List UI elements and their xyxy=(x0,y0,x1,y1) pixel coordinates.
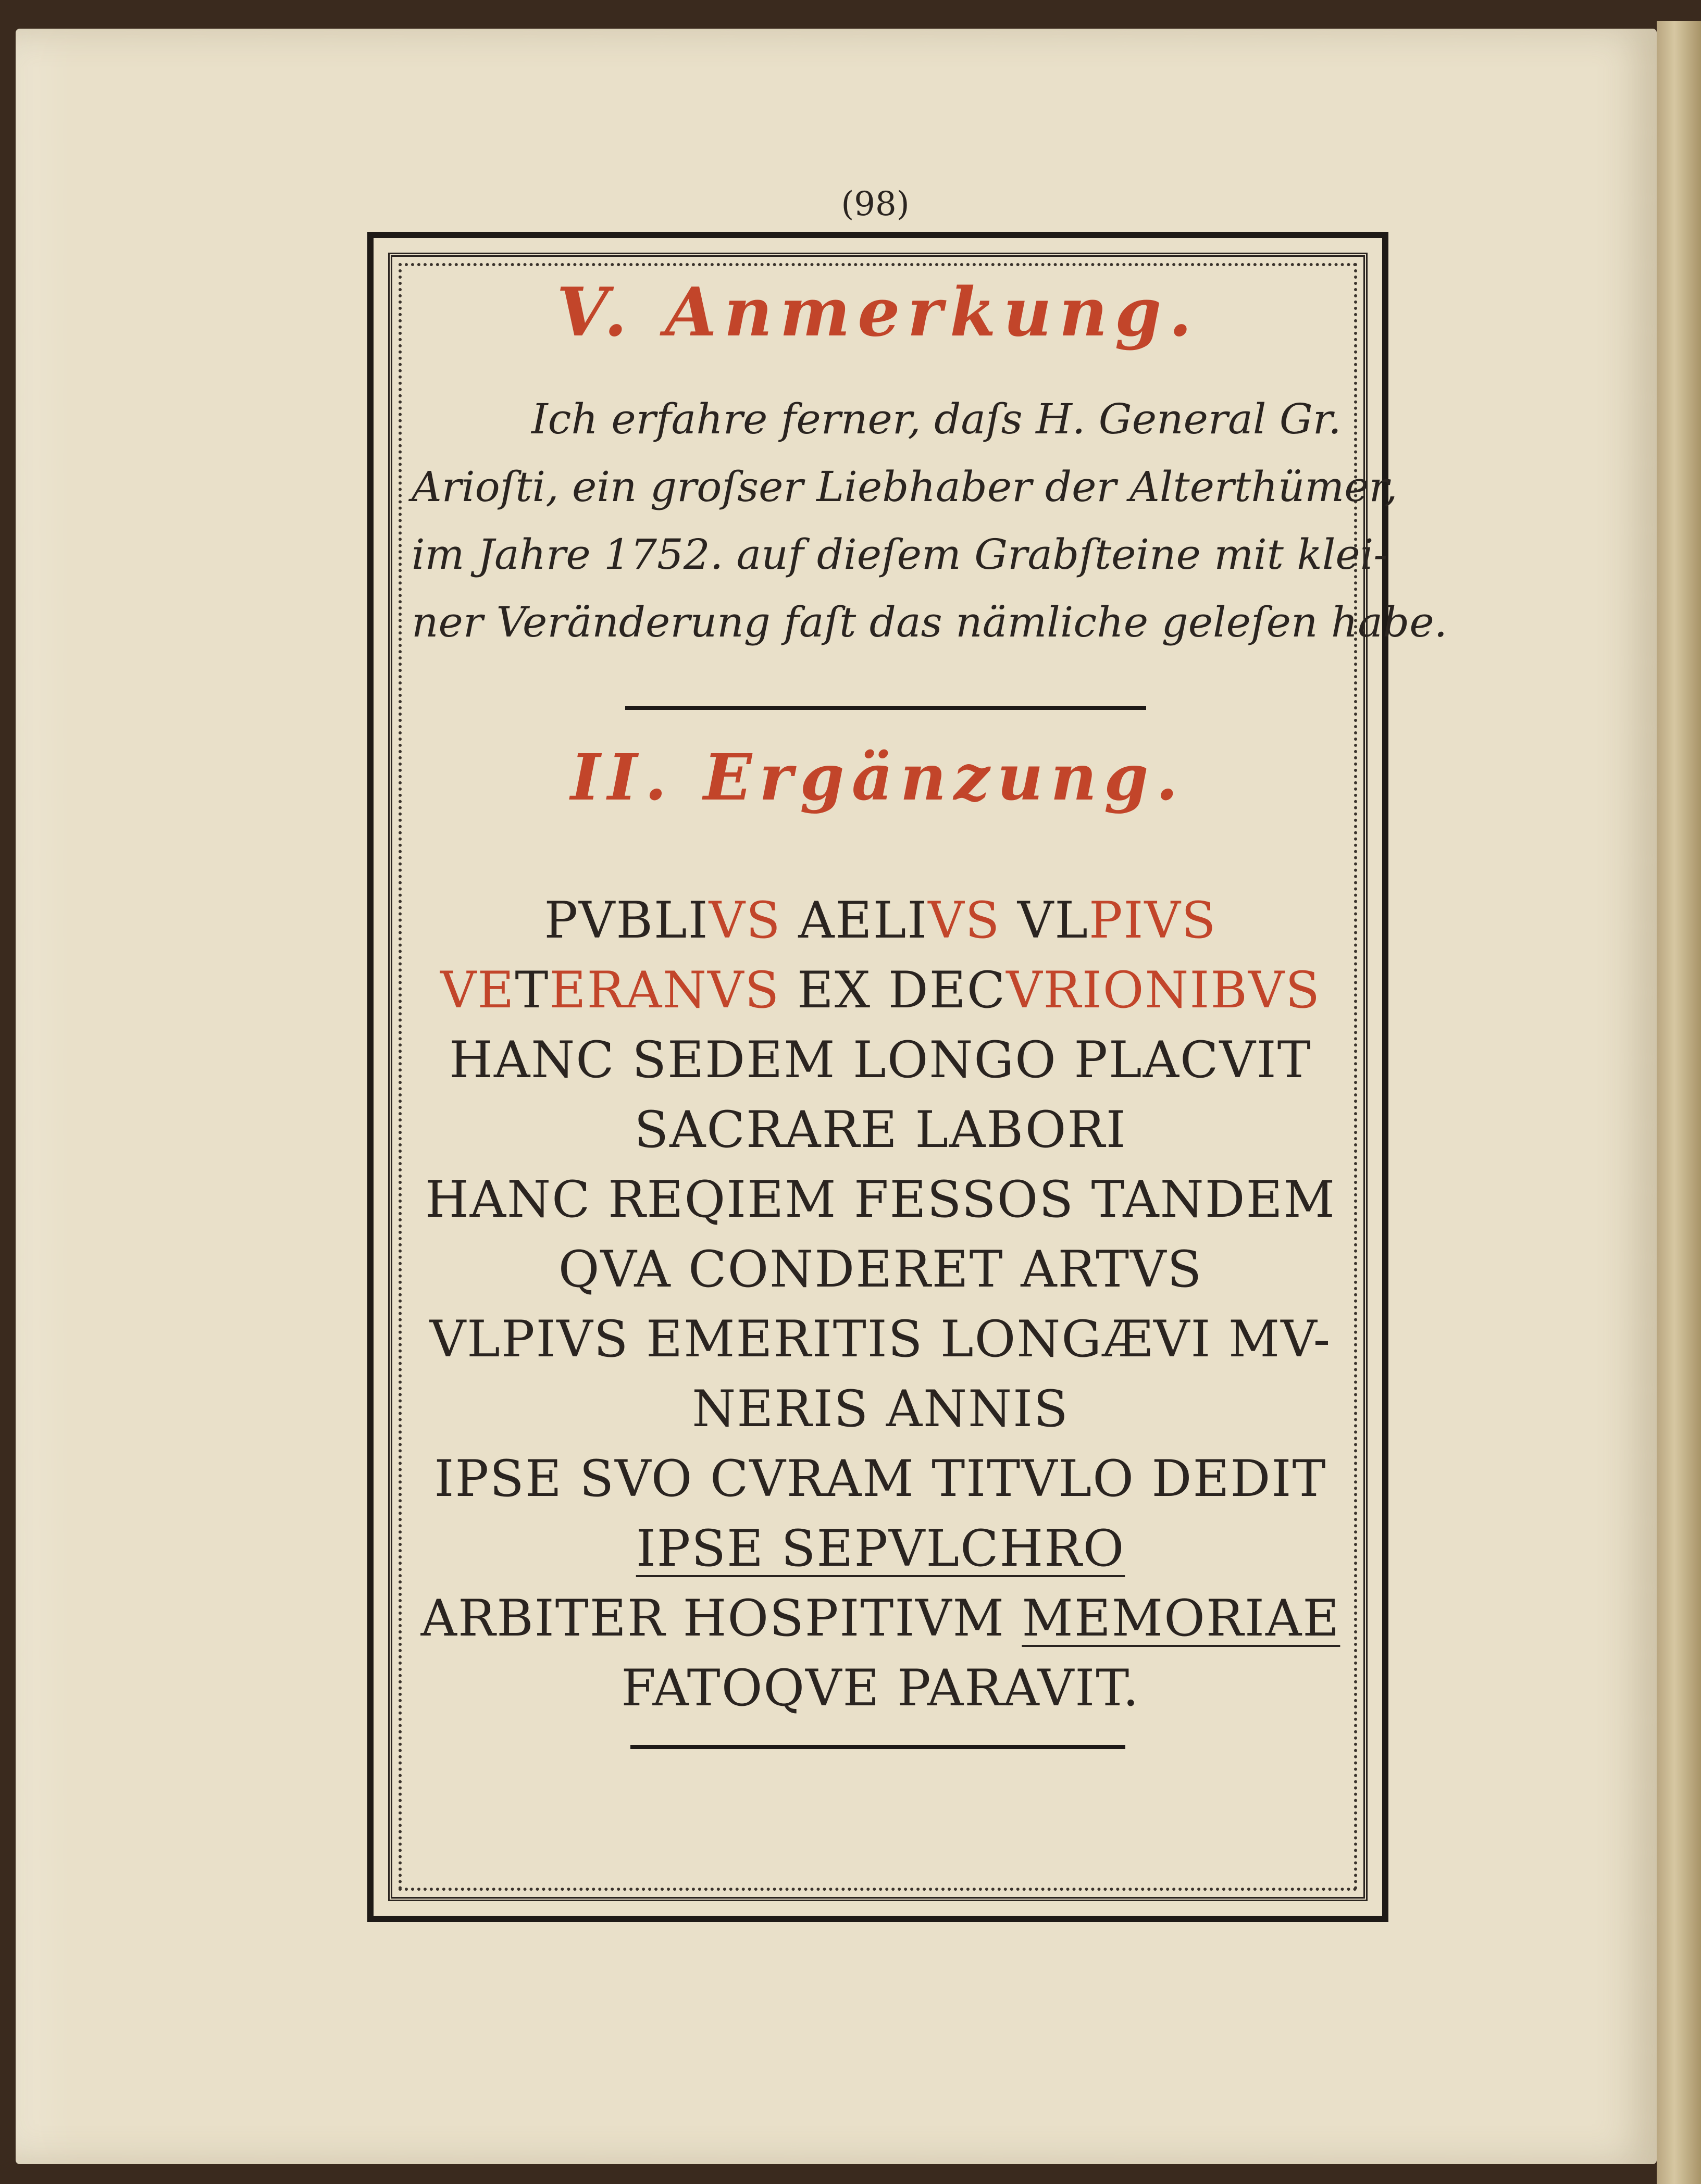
inscription-line-11 xyxy=(412,1583,1349,1653)
text-segment: ARBITER HOSPITIVM xyxy=(420,1589,1022,1648)
rubric-segment: VE xyxy=(440,961,515,1019)
section-divider xyxy=(625,706,1146,710)
paragraph-line: im Jahre 1752. auf dieſem Grabſteine mit klei- xyxy=(412,530,1388,579)
rubric-segment: VS xyxy=(709,891,781,950)
inscription-line-4: SACRARE LABORI xyxy=(634,1101,1127,1159)
rubric-segment: VRIONIBVS xyxy=(1006,961,1321,1019)
inscription-line-1 xyxy=(412,885,1349,955)
inscription-line-7: VLPIVS EMERITIS LONGÆVI MV- xyxy=(429,1310,1332,1368)
latin-inscription xyxy=(412,885,1349,1723)
rubric-segment: VS xyxy=(928,891,1001,950)
inscription-line-8: NERIS ANNIS xyxy=(692,1380,1069,1438)
inscription-line-5: HANC REQIEM FESSOS TANDEM xyxy=(425,1170,1336,1229)
inscription-line-2 xyxy=(412,955,1349,1025)
heading-anmerkung: V. Anmerkung. xyxy=(556,273,1199,352)
inscription-line-9: IPSE SVO CVRAM TITVLO DEDIT xyxy=(434,1450,1327,1508)
anmerkung-paragraph xyxy=(412,385,1448,656)
closing-divider xyxy=(630,1745,1125,1749)
page-number: (98) xyxy=(841,185,910,223)
text-segment: AELI xyxy=(781,891,928,950)
paragraph-line: Arioſti, ein groſser Liebhaber der Alterthümer, xyxy=(412,463,1398,511)
heading-ergaenzung: II. Ergänzung. xyxy=(570,740,1185,815)
paragraph-line: Ich erfahre ferner, daſs H. General Gr. xyxy=(531,395,1342,443)
inscription-line-10: IPSE SEPVLCHRO xyxy=(636,1519,1125,1578)
page-edge xyxy=(1657,21,1701,2184)
text-segment: T xyxy=(515,961,550,1019)
text-segment: EX DEC xyxy=(780,961,1007,1019)
inscription-line-12: FATOQVE PARAVIT. xyxy=(621,1659,1140,1717)
paragraph-line: ner Veränderung faſt das nämliche geleſen habe. xyxy=(412,598,1448,646)
rubric-segment: PIVS xyxy=(1088,891,1217,950)
rubric-segment: ERANVS xyxy=(549,961,780,1019)
text-segment: PVBLI xyxy=(544,891,709,950)
inscription-line-3: HANC SEDEM LONGO PLACVIT xyxy=(449,1031,1312,1089)
text-segment: VL xyxy=(1000,891,1089,950)
underlined-segment: MEMORIAE xyxy=(1022,1589,1340,1648)
inscription-line-6: QVA CONDERET ARTVS xyxy=(558,1240,1203,1299)
